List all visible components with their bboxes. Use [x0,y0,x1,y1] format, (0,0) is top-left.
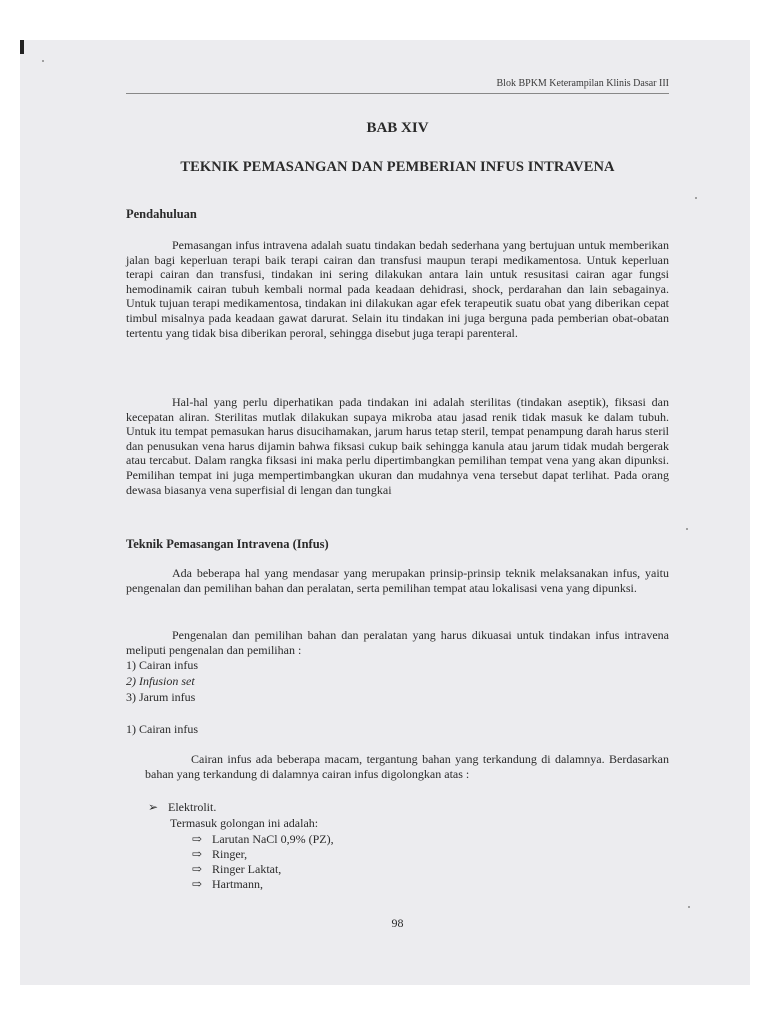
right-arrow-icon: ⇨ [192,862,203,876]
list-item: ⇨ Ringer Laktat, [192,862,282,876]
section-heading-teknik: Teknik Pemasangan Intravena (Infus) [126,537,329,551]
group-intro: Termasuk golongan ini adalah: [170,816,319,830]
scan-speck [686,528,688,530]
paragraph-teknik-1: Ada beberapa hal yang mendasar yang merupakan prinsip-prinsip teknik melaksanakan infus, yaitu pengenalan dan pemilihan bahan dan peralatan, serta pemilihan tempat atau lokalisasi vena yang dipunksi. [126,566,669,595]
scan-speck [695,197,697,199]
list-item: ⇨ Hartmann, [192,877,263,891]
page-number: 98 [391,916,404,930]
list-item: 2) Infusion set [126,674,195,688]
chapter-number: BAB XIV [366,120,429,136]
chapter-title: TEKNIK PEMASANGAN DAN PEMBERIAN INFUS INTRAVENA [180,159,615,175]
paragraph-intro-2: Hal-hal yang perlu diperhatikan pada tindakan ini adalah sterilitas (tindakan aseptik), fiksasi dan kecepatan aliran. Sterilitas mutlak dilakukan supaya mikroba atau jasad renik tidak masuk ke dalam tubuh. Untuk itu tempat pemasukan harus disucihamakan, jarum harus tetap steril, tempat penampung darah harus steril dan penusukan vena harus dijamin bahwa fiksasi cukup baik sehingga kanula atau jarum tidak mudah bergerak atau tercabut. Dalam rangka fiksasi ini maka perlu dipertimbangkan pemilihan tempat vena yang akan dipunksi. Pemilihan tempat ini juga mempertimbangkan ukuran dan mudahnya vena tersebut dapat terlihat. Pada orang dewasa biasanya vena superfisial di lengan dan tungkai [126,395,669,497]
right-arrow-icon: ⇨ [192,847,203,861]
bullet-label: Elektrolit. [168,800,217,814]
right-arrow-icon: ⇨ [192,877,203,891]
header-rule [126,93,669,94]
right-arrow-icon: ⇨ [192,832,203,846]
scan-speck [42,60,44,62]
list-item: 1) Cairan infus [126,658,198,672]
section-heading-pendahuluan: Pendahuluan [126,207,197,221]
list-item: ⇨ Larutan NaCl 0,9% (PZ), [192,832,334,846]
bullet-elektrolit [148,800,216,814]
running-header: Blok BPKM Keterampilan Klinis Dasar III [496,78,669,89]
bullet-arrow-icon: ➢ [148,800,159,814]
list-item: 3) Jarum infus [126,690,196,704]
scanned-page [20,40,750,985]
paragraph-teknik-2: Pengenalan dan pemilihan bahan dan peralatan yang harus dikuasai untuk tindakan infus intravena meliputi pengenalan dan pemilihan : [126,628,669,657]
scan-corner-mark [20,40,24,54]
scan-speck [688,906,690,908]
paragraph-intro-1: Pemasangan infus intravena adalah suatu tindakan bedah sederhana yang bertujuan untuk memberikan jalan bagi keperluan terapi baik terapi cairan dan transfusi maupun terapi medikamentosa. Untuk keperluan terapi cairan dan transfusi, tindakan ini sering dilakukan antara lain untuk resusitasi cairan agar fungsi hemodinamik cairan tubuh kembali normal pada keadaan dehidrasi, shock, perdarahan dan lain sebagainya. Untuk tujuan terapi medikamentosa, tindakan ini dilakukan agar efek terapeutik suatu obat yang diberikan cepat timbul misalnya pada keadaan gawat darurat. Selain itu tindakan ini juga berguna pada pemberian obat-obatan tertentu yang tidak bisa diberikan peroral, sehingga disebut juga terapi parenteral. [126,238,669,340]
sub-heading-cairan-infus: 1) Cairan infus [126,722,198,736]
list-item: ⇨ Ringer, [192,847,248,861]
paragraph-cairan-infus: Cairan infus ada beberapa macam, tergantung bahan yang terkandung di dalamnya. Berdasarkan bahan yang terkandung di dalamnya cairan infus digolongkan atas : [145,752,669,781]
